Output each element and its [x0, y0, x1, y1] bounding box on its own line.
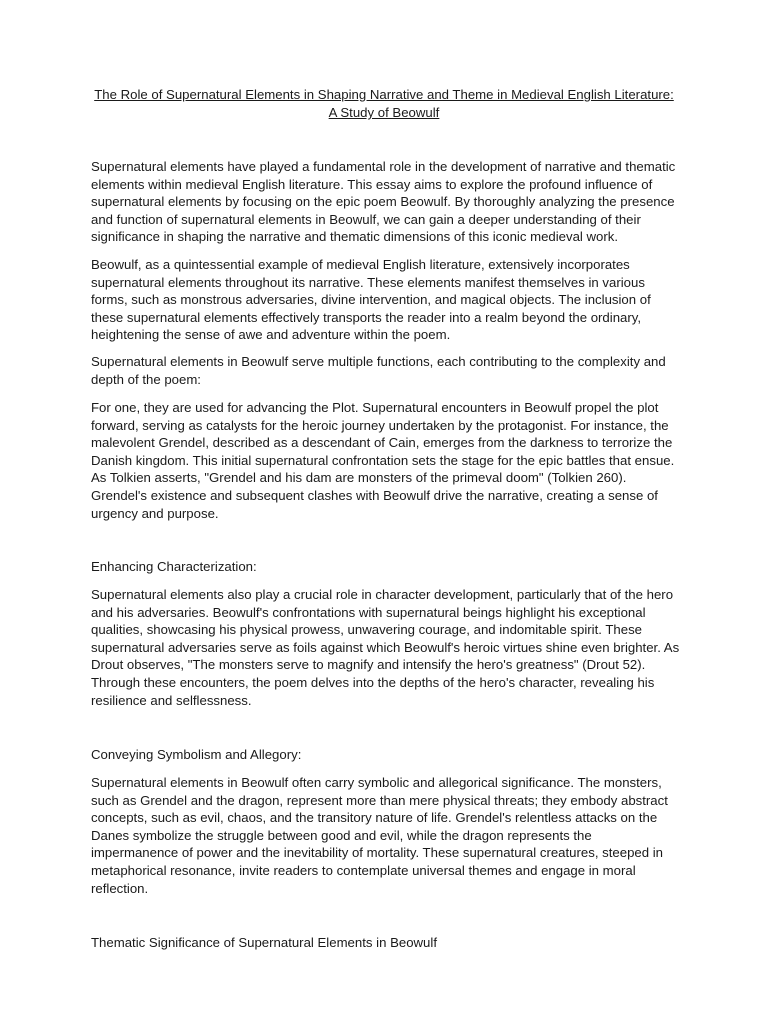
plot-paragraph: For one, they are used for advancing the Plot. Supernatural encounters in Beowulf propel the plot forward, serving as catalysts for the heroic journey undertaken by the protagonist. For instance, the malevolent Grendel, described as a descendant of Cain, emerges from the darkness to terrorize the Danish kingdom. This initial supernatural confrontation sets the stage for the epic battles that ensue. As Tolkien asserts, "Grendel and his dam are monsters of the primeval doom" (Tolkien 260). Grendel's existence and subsequent clashes with Beowulf drive the narrative, creating a sense of urgency and purpose. [91, 400, 675, 521]
functions-paragraph: Supernatural elements in Beowulf serve multiple functions, each contributing to the complexity and depth of the poem: [91, 354, 666, 387]
characterization-heading: Enhancing Characterization: [91, 559, 257, 574]
symbolism-heading: Conveying Symbolism and Allegory: [91, 747, 302, 762]
thematic-heading: Thematic Significance of Supernatural Elements in Beowulf [91, 935, 437, 950]
intro-paragraph: Supernatural elements have played a fundamental role in the development of narrative and thematic elements within medieval English literature. This essay aims to explore the profound influence of supernatural elements by focusing on the epic poem Beowulf. By thoroughly analyzing the presence and function of supernatural elements in Beowulf, we can gain a deeper understanding of their significance in shaping the narrative and thematic dimensions of this iconic medieval work. [91, 159, 676, 245]
symbolism-paragraph: Supernatural elements in Beowulf often carry symbolic and allegorical significance. The monsters, such as Grendel and the dragon, represent more than mere physical threats; they embody abstract concepts, such as evil, chaos, and the transitory nature of life. Grendel's relentless attacks on the Danes symbolize the struggle between good and evil, while the dragon represents the impermanence of power and the inevitability of mortality. These supernatural creatures, steeped in metaphorical resonance, invite readers to contemplate universal themes and engage in moral reflection. [91, 775, 668, 896]
document-title: The Role of Supernatural Elements in Shaping Narrative and Theme in Medieval English Literature: A Study of Beowulf [94, 87, 674, 120]
characterization-paragraph: Supernatural elements also play a crucial role in character development, particularly that of the hero and his adversaries. Beowulf's confrontations with supernatural beings highlight his exceptional qualities, showcasing his physical prowess, unwavering courage, and indomitable spirit. These supernatural adversaries serve as foils against which Beowulf's heroic virtues shine even brighter. As Drout observes, "The monsters serve to magnify and intensify the hero's greatness" (Drout 52). Through these encounters, the poem delves into the depths of the hero's character, revealing his resilience and selflessness. [91, 587, 680, 708]
beowulf-paragraph: Beowulf, as a quintessential example of medieval English literature, extensively incorporates supernatural elements throughout its narrative. These elements manifest themselves in various forms, such as monstrous adversaries, divine intervention, and magical objects. The inclusion of these supernatural elements effectively transports the reader into a realm beyond the ordinary, heightening the sense of awe and adventure within the poem. [91, 257, 651, 343]
